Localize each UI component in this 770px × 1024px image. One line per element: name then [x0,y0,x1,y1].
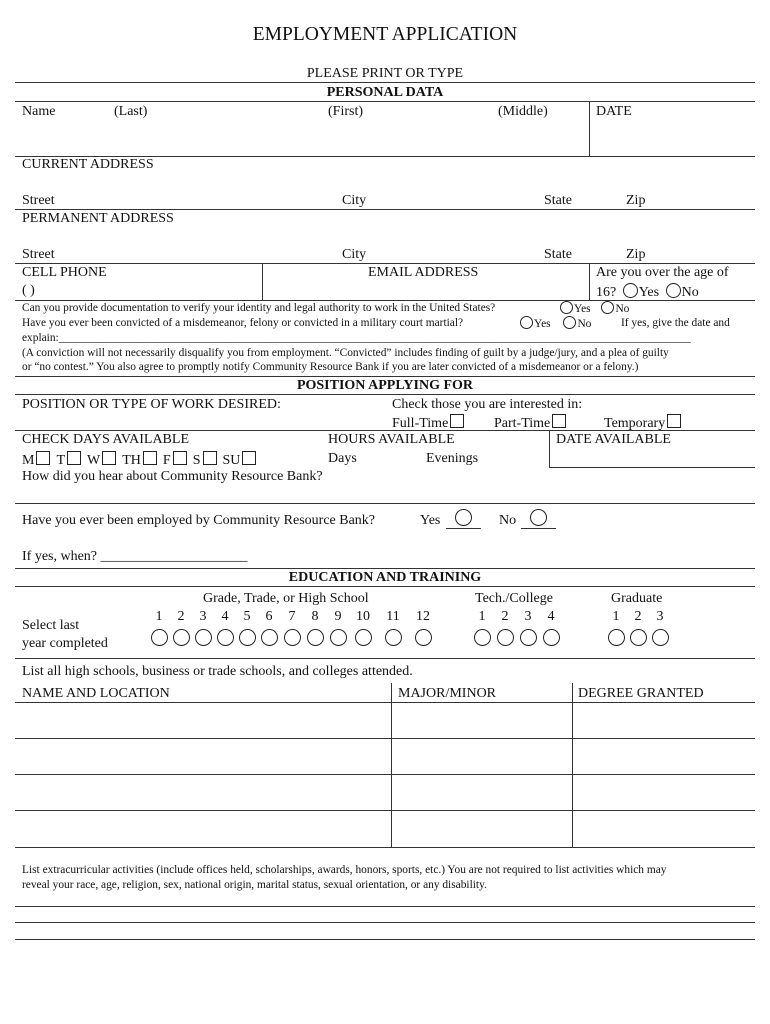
full-time-checkbox[interactable] [450,414,464,428]
hours-evenings-label[interactable]: Evenings [426,451,479,466]
day-checkbox-t[interactable] [67,451,81,465]
grade-year-radio[interactable] [173,629,190,646]
tech-year-number: 2 [501,609,509,624]
grad-year-radio[interactable] [608,629,625,646]
days-available-label: CHECK DAYS AVAILABLE [22,432,189,447]
name-field[interactable] [20,120,585,150]
section-heading-personal: PERSONAL DATA [326,85,444,100]
divider [15,702,755,703]
answer-underline [521,528,556,529]
divider [15,101,755,102]
day-label-w: W [87,453,101,468]
grad-year-radio[interactable] [630,629,647,646]
day-label-m: M [22,453,35,468]
divider [15,376,755,377]
age-question: Are you over the age of [596,265,729,280]
grade-year-radio[interactable] [385,629,402,646]
age-yes-label: Yes [638,285,660,300]
day-checkbox-w[interactable] [102,451,116,465]
table-row [15,810,755,811]
divider [15,209,755,210]
day-label-s: S [192,453,201,468]
grad-year-number: 1 [612,609,620,624]
grade-year-number: 12 [416,609,430,624]
day-checkbox-s[interactable] [203,451,217,465]
select-year-label-1: Select last [22,618,80,633]
grade-year-number: 7 [288,609,296,624]
prior-employment-question: Have you ever been employed by Community Resource Bank? [22,513,376,528]
part-time-checkbox[interactable] [552,414,566,428]
divider [15,586,755,587]
temporary-checkbox[interactable] [667,414,681,428]
zip-label: Zip [626,247,646,262]
grade-year-radio[interactable] [330,629,347,646]
city-label: City [342,247,367,262]
college-label: Tech./College [475,591,553,606]
full-time-label: Full-Time [392,416,449,431]
grade-year-radio[interactable] [307,629,324,646]
tech-year-radio[interactable] [520,629,537,646]
age-yes-radio[interactable] [623,283,638,298]
divider [15,503,755,504]
state-label: State [544,247,572,262]
tech-year-number: 1 [478,609,486,624]
grade-year-number: 9 [334,609,342,624]
day-checkbox-th[interactable] [143,451,157,465]
grade-year-number: 3 [199,609,207,624]
divider [15,430,755,431]
tech-year-radio[interactable] [474,629,491,646]
divider [589,263,590,300]
state-label: State [544,193,572,208]
email-label: EMAIL ADDRESS [368,265,479,280]
documentation-question: Can you provide documentation to verify your identity and legal authority to work in the United States? [22,302,496,314]
answer-line[interactable] [15,939,755,940]
prior-employment-yes-radio[interactable] [455,509,472,526]
schools-instruction: List all high schools, business or trade schools, and colleges attended. [22,664,413,679]
day-label-th: TH [122,453,141,468]
divider [15,394,755,395]
divider [391,683,392,847]
divider [15,300,755,301]
grad-year-number: 3 [656,609,664,624]
section-heading-education: EDUCATION AND TRAINING [288,570,482,585]
grade-year-number: 11 [386,609,400,624]
position-desired-field[interactable] [20,413,380,429]
position-desired-label: POSITION OR TYPE OF WORK DESIRED: [22,397,281,412]
column-header-degree: DEGREE GRANTED [578,686,704,701]
select-year-label-2: year completed [22,636,108,651]
table-row [15,738,755,739]
doc-no-radio[interactable] [601,301,614,314]
city-label: City [342,193,367,208]
grade-year-radio[interactable] [355,629,372,646]
conviction-date-instruction: If yes, give the date and [621,317,730,329]
divider [262,263,263,300]
extracurricular-instruction-1: List extracurricular activities (include offices held, scholarships, awards, honors, sports, etc.) You are not required to list activities which may [22,864,667,876]
disclaimer-line-1: (A conviction will not necessarily disqualify you from employment. “Convicted” includes finding of guilt by a judge/jury, and a plea of guilty [22,347,669,359]
email-field[interactable] [266,282,586,298]
prior-employment-no-radio[interactable] [530,509,547,526]
days-checkbox-row [22,451,256,469]
tech-year-number: 4 [547,609,555,624]
conviction-question: Have you ever been convicted of a misdemeanor, felony or convicted in a military court martial? [22,317,464,329]
day-checkbox-f[interactable] [173,451,187,465]
name-label: Name [22,104,56,119]
referral-field[interactable] [20,485,750,501]
table-row [15,847,755,848]
interest-instruction: Check those you are interested in: [392,397,583,412]
cell-phone-field[interactable]: ( ) [22,283,35,298]
grade-year-number: 8 [311,609,319,624]
date-available-label: DATE AVAILABLE [556,432,671,447]
divider [589,101,590,156]
divider [15,568,755,569]
grade-year-radio[interactable] [195,629,212,646]
explain-field[interactable]: explain:_______________________________________________________________________________________________________________ [22,332,691,344]
grade-year-number: 1 [155,609,163,624]
disclaimer-line-2: or “no contest.” You also agree to promptly notify Community Resource Bank if you are later convicted of a misdemeanor or a felony.) [22,361,639,373]
doc-no-label: No [615,303,630,315]
permanent-address-label: PERMANENT ADDRESS [22,211,174,226]
divider [549,430,550,467]
tech-year-radio[interactable] [543,629,560,646]
grade-year-radio[interactable] [261,629,278,646]
hours-days-label[interactable]: Days [328,451,357,466]
day-label-t: T [56,453,66,468]
current-address-label: CURRENT ADDRESS [22,157,154,172]
grade-year-radio[interactable] [284,629,301,646]
answer-line[interactable] [15,906,755,907]
day-label-f: F [162,453,171,468]
grade-year-radio[interactable] [239,629,256,646]
grade-year-number: 5 [243,609,251,624]
answer-underline [446,528,481,529]
section-heading-position: POSITION APPLYING FOR [296,378,474,393]
convict-yes-label: Yes [534,318,551,330]
doc-yes-radio[interactable] [560,301,573,314]
grade-year-number: 10 [356,609,370,624]
divider [15,263,755,264]
column-header-name: NAME AND LOCATION [22,686,170,701]
zip-label: Zip [626,193,646,208]
page-title: EMPLOYMENT APPLICATION [252,24,518,45]
street-label: Street [22,193,55,208]
divider [15,82,755,83]
street-label: Street [22,247,55,262]
part-time-label: Part-Time [494,416,551,431]
date-available-field[interactable] [554,448,750,464]
convict-no-radio[interactable] [563,316,576,329]
first-name-label: (First) [328,104,363,119]
temporary-label: Temporary [604,416,666,431]
age-no-label: No [681,285,699,300]
date-field[interactable] [594,120,752,150]
age-no-radio[interactable] [666,283,681,298]
cell-phone-label: CELL PHONE [22,265,107,280]
convict-no-label: No [577,318,592,330]
prior-employment-yes-label: Yes [420,513,441,528]
grade-year-radio[interactable] [415,629,432,646]
prior-employment-when-field[interactable]: If yes, when? _____________________ [22,549,248,564]
grade-year-number: 4 [221,609,229,624]
grade-year-number: 2 [177,609,185,624]
subtitle: PLEASE PRINT OR TYPE [306,66,464,81]
answer-line[interactable] [15,922,755,923]
age-question-suffix: 16? [596,285,617,300]
grad-year-radio[interactable] [652,629,669,646]
current-address-field[interactable] [20,174,750,194]
date-label: DATE [596,104,632,119]
divider [15,658,755,659]
table-row [15,774,755,775]
permanent-address-field[interactable] [20,228,750,248]
tech-year-number: 3 [524,609,532,624]
grade-school-label: Grade, Trade, or High School [203,591,369,606]
grad-year-number: 2 [634,609,642,624]
graduate-label: Graduate [611,591,663,606]
tech-year-radio[interactable] [497,629,514,646]
day-checkbox-su[interactable] [242,451,256,465]
grade-year-radio[interactable] [151,629,168,646]
hours-available-label: HOURS AVAILABLE [328,432,455,447]
prior-employment-no-label: No [499,513,517,528]
day-checkbox-m[interactable] [36,451,50,465]
grade-year-number: 6 [265,609,273,624]
doc-yes-label: Yes [574,303,591,315]
referral-question: How did you hear about Community Resource Bank? [22,469,323,484]
divider [572,683,573,847]
day-label-su: SU [222,453,241,468]
convict-yes-radio[interactable] [520,316,533,329]
extracurricular-instruction-2: reveal your race, age, religion, sex, national origin, marital status, sexual orientation, or any disability. [22,879,487,891]
last-name-label: (Last) [114,104,148,119]
grade-year-radio[interactable] [217,629,234,646]
column-header-major: MAJOR/MINOR [398,686,497,701]
divider [549,467,755,468]
middle-name-label: (Middle) [498,104,548,119]
